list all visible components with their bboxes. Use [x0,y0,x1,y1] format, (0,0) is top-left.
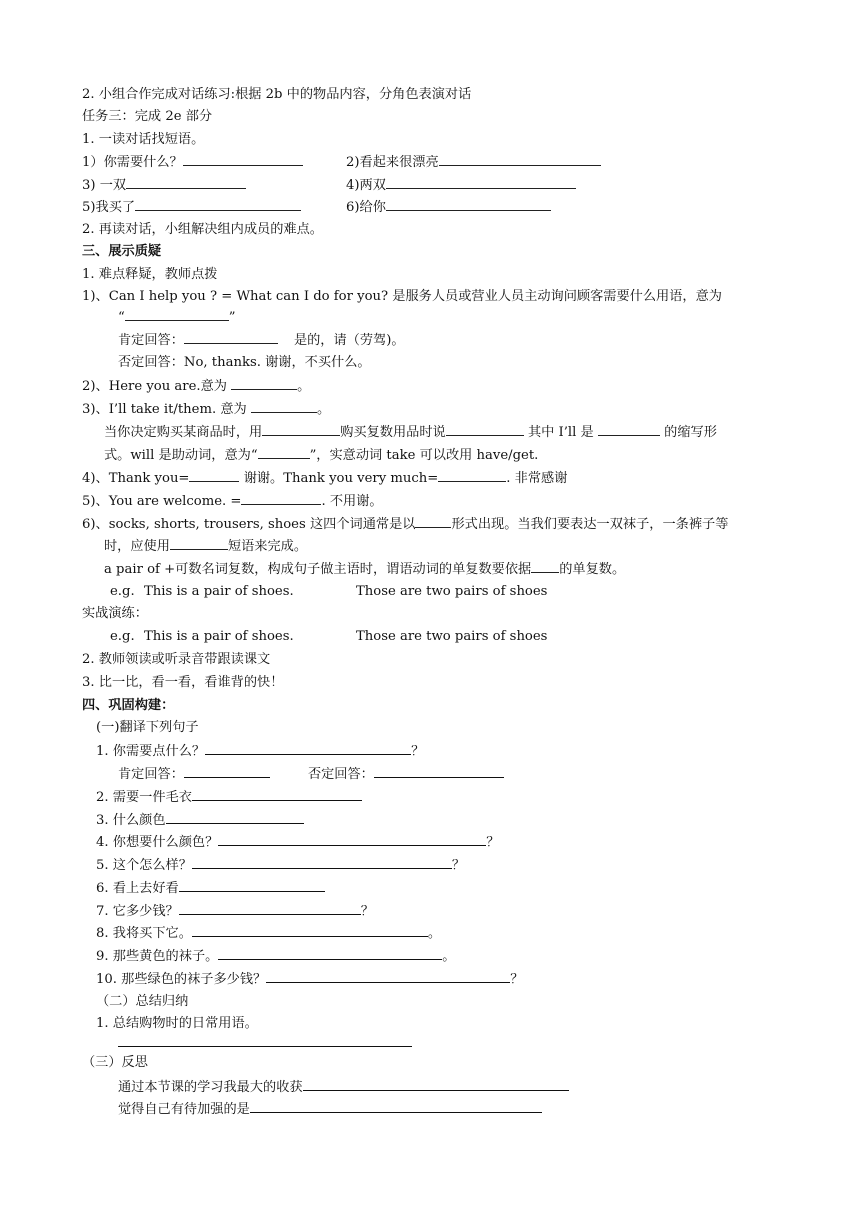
answer-blank[interactable] [184,331,278,344]
answer-blank[interactable] [266,970,510,983]
answer-blank[interactable] [386,198,551,211]
translate-item: 5. 这个怎么样？ ？ [96,858,466,873]
example-line: e.g. [110,584,135,599]
answer-blank[interactable] [218,947,442,960]
translate-item: 4. 你想要什么颜色？ ？ [96,835,500,850]
example-line: Those are two pairs of shoes [356,629,548,644]
answer-blank[interactable] [179,879,325,892]
task-line: 2. 再读对话，小组解决组内成员的难点。 [82,222,323,237]
note-item: 否定回答：No, thanks. 谢谢，不买什么。 [118,355,371,370]
subsection-heading: （三）反思 [82,1055,148,1070]
answer-blank[interactable] [250,1100,542,1113]
translate-item: 2. 需要一件毛衣 [96,788,362,807]
reflection-item: 觉得自己有待加强的是 [118,1100,542,1119]
note-item: 5)、You are welcome. = . 不用谢。 [82,494,383,509]
translate-item: 肯定回答： 否定回答： [118,765,504,784]
section-heading: 四、巩固构建： [82,698,175,713]
example-line: e.g. [110,629,135,644]
translate-item: 1. 你需要点什么？ ？ [96,744,425,759]
answer-blank[interactable] [303,1078,569,1091]
answer-blank[interactable] [258,446,310,459]
subsection-heading: (一)翻译下列句子 [96,720,199,735]
answer-blank[interactable] [415,515,451,528]
answer-blank[interactable] [135,198,301,211]
answer-blank[interactable] [192,788,362,801]
answer-blank[interactable] [438,469,506,482]
task-heading: 任务三：完成 2e 部分 [82,109,213,124]
answer-blank[interactable] [189,469,239,482]
note-item: “ ” [118,310,236,325]
answer-blank[interactable] [170,537,228,550]
translate-item: 10. 那些绿色的袜子多少钱？ ？ [96,972,524,987]
task-line: 2. 小组合作完成对话练习:根据 2b 中的物品内容，分角色表演对话 [82,87,472,102]
phrase-item: 3) 一双 [82,176,246,195]
answer-blank[interactable] [166,811,304,824]
note-item: 式。will 是助动词，意为“ ”，实意动词 take 可以改用 have/get. [104,448,539,463]
section-heading: 三、展示质疑 [82,244,162,259]
phrase-item: 5)我买了 [82,198,301,217]
answer-blank[interactable] [126,176,246,189]
task-line: 2. 教师领读或听录音带跟读课文 [82,652,271,667]
answer-blank[interactable] [531,560,559,573]
task-line: 1. 一读对话找短语。 [82,132,205,147]
example-line: This is a pair of shoes. [144,584,294,599]
reflection-item: 通过本节课的学习我最大的收获 [118,1078,569,1097]
answer-blank[interactable] [183,153,303,166]
phrase-item: 1）你需要什么？ [82,153,303,172]
phrase-item: 2)看起来很漂亮 [346,153,601,172]
note-item: a pair of +可数名词复数，构成句子做主语时，谓语动词的单复数要依据 的单复数。 [104,562,626,577]
answer-blank[interactable] [231,377,297,390]
translate-item: 9. 那些黄色的袜子。 。 [96,949,456,964]
note-item: 肯定回答： 是的，请（劳驾)。 [118,333,405,348]
note-item: 3)、I’ll take it/them. 意为 。 [82,402,331,417]
answer-blank[interactable] [262,423,340,436]
translate-item: 7. 它多少钱？ ？ [96,904,374,919]
answer-blank[interactable] [386,176,576,189]
answer-blank[interactable] [241,492,321,505]
answer-blank[interactable] [192,924,428,937]
note-item: 当你决定购买某商品时，用 购买复数用品时说 其中 I’ll 是 的缩写形 [104,425,717,440]
answer-blank[interactable] [125,308,229,321]
note-item: 时，应使用 短语来完成。 [104,539,308,554]
answer-blank[interactable] [192,856,452,869]
translate-item: 8. 我将买下它。 。 [96,926,442,941]
note-item: 1)、Can I help you ? = What can I do for you? 是服务人员或营业人员主动询问顾客需要什么用语，意为 [82,289,722,304]
answer-blank[interactable] [439,153,601,166]
note-item: 2)、Here you are.意为 。 [82,379,311,394]
phrase-item: 4)两双 [346,176,576,195]
translate-item: 6. 看上去好看 [96,879,325,898]
translate-item: 3. 什么颜色 [96,811,304,830]
answer-blank[interactable] [184,765,270,778]
note-item: 6)、socks, shorts, trousers, shoes 这四个词通常是以 形式出现。当我们要表达一双袜子，一条裤子等 [82,517,729,532]
task-line: 1. 难点释疑，教师点拨 [82,267,218,282]
phrase-item: 6)给你 [346,198,551,217]
subsection-heading: （二）总结归纳 [96,994,189,1009]
answer-blank[interactable] [598,423,660,436]
answer-blank[interactable] [446,423,524,436]
answer-blank[interactable] [251,400,317,413]
answer-line[interactable] [118,1046,412,1047]
task-line: 实战演练： [82,606,148,621]
example-line: This is a pair of shoes. [144,629,294,644]
task-line: 1. 总结购物时的日常用语。 [96,1016,258,1031]
answer-blank[interactable] [374,765,504,778]
example-line: Those are two pairs of shoes [356,584,548,599]
answer-blank[interactable] [179,902,361,915]
note-item: 4)、Thank you= 谢谢。Thank you very much= . 非常感谢 [82,471,568,486]
answer-blank[interactable] [205,742,411,755]
answer-blank[interactable] [218,833,486,846]
task-line: 3. 比一比，看一看，看谁背的快！ [82,675,284,690]
